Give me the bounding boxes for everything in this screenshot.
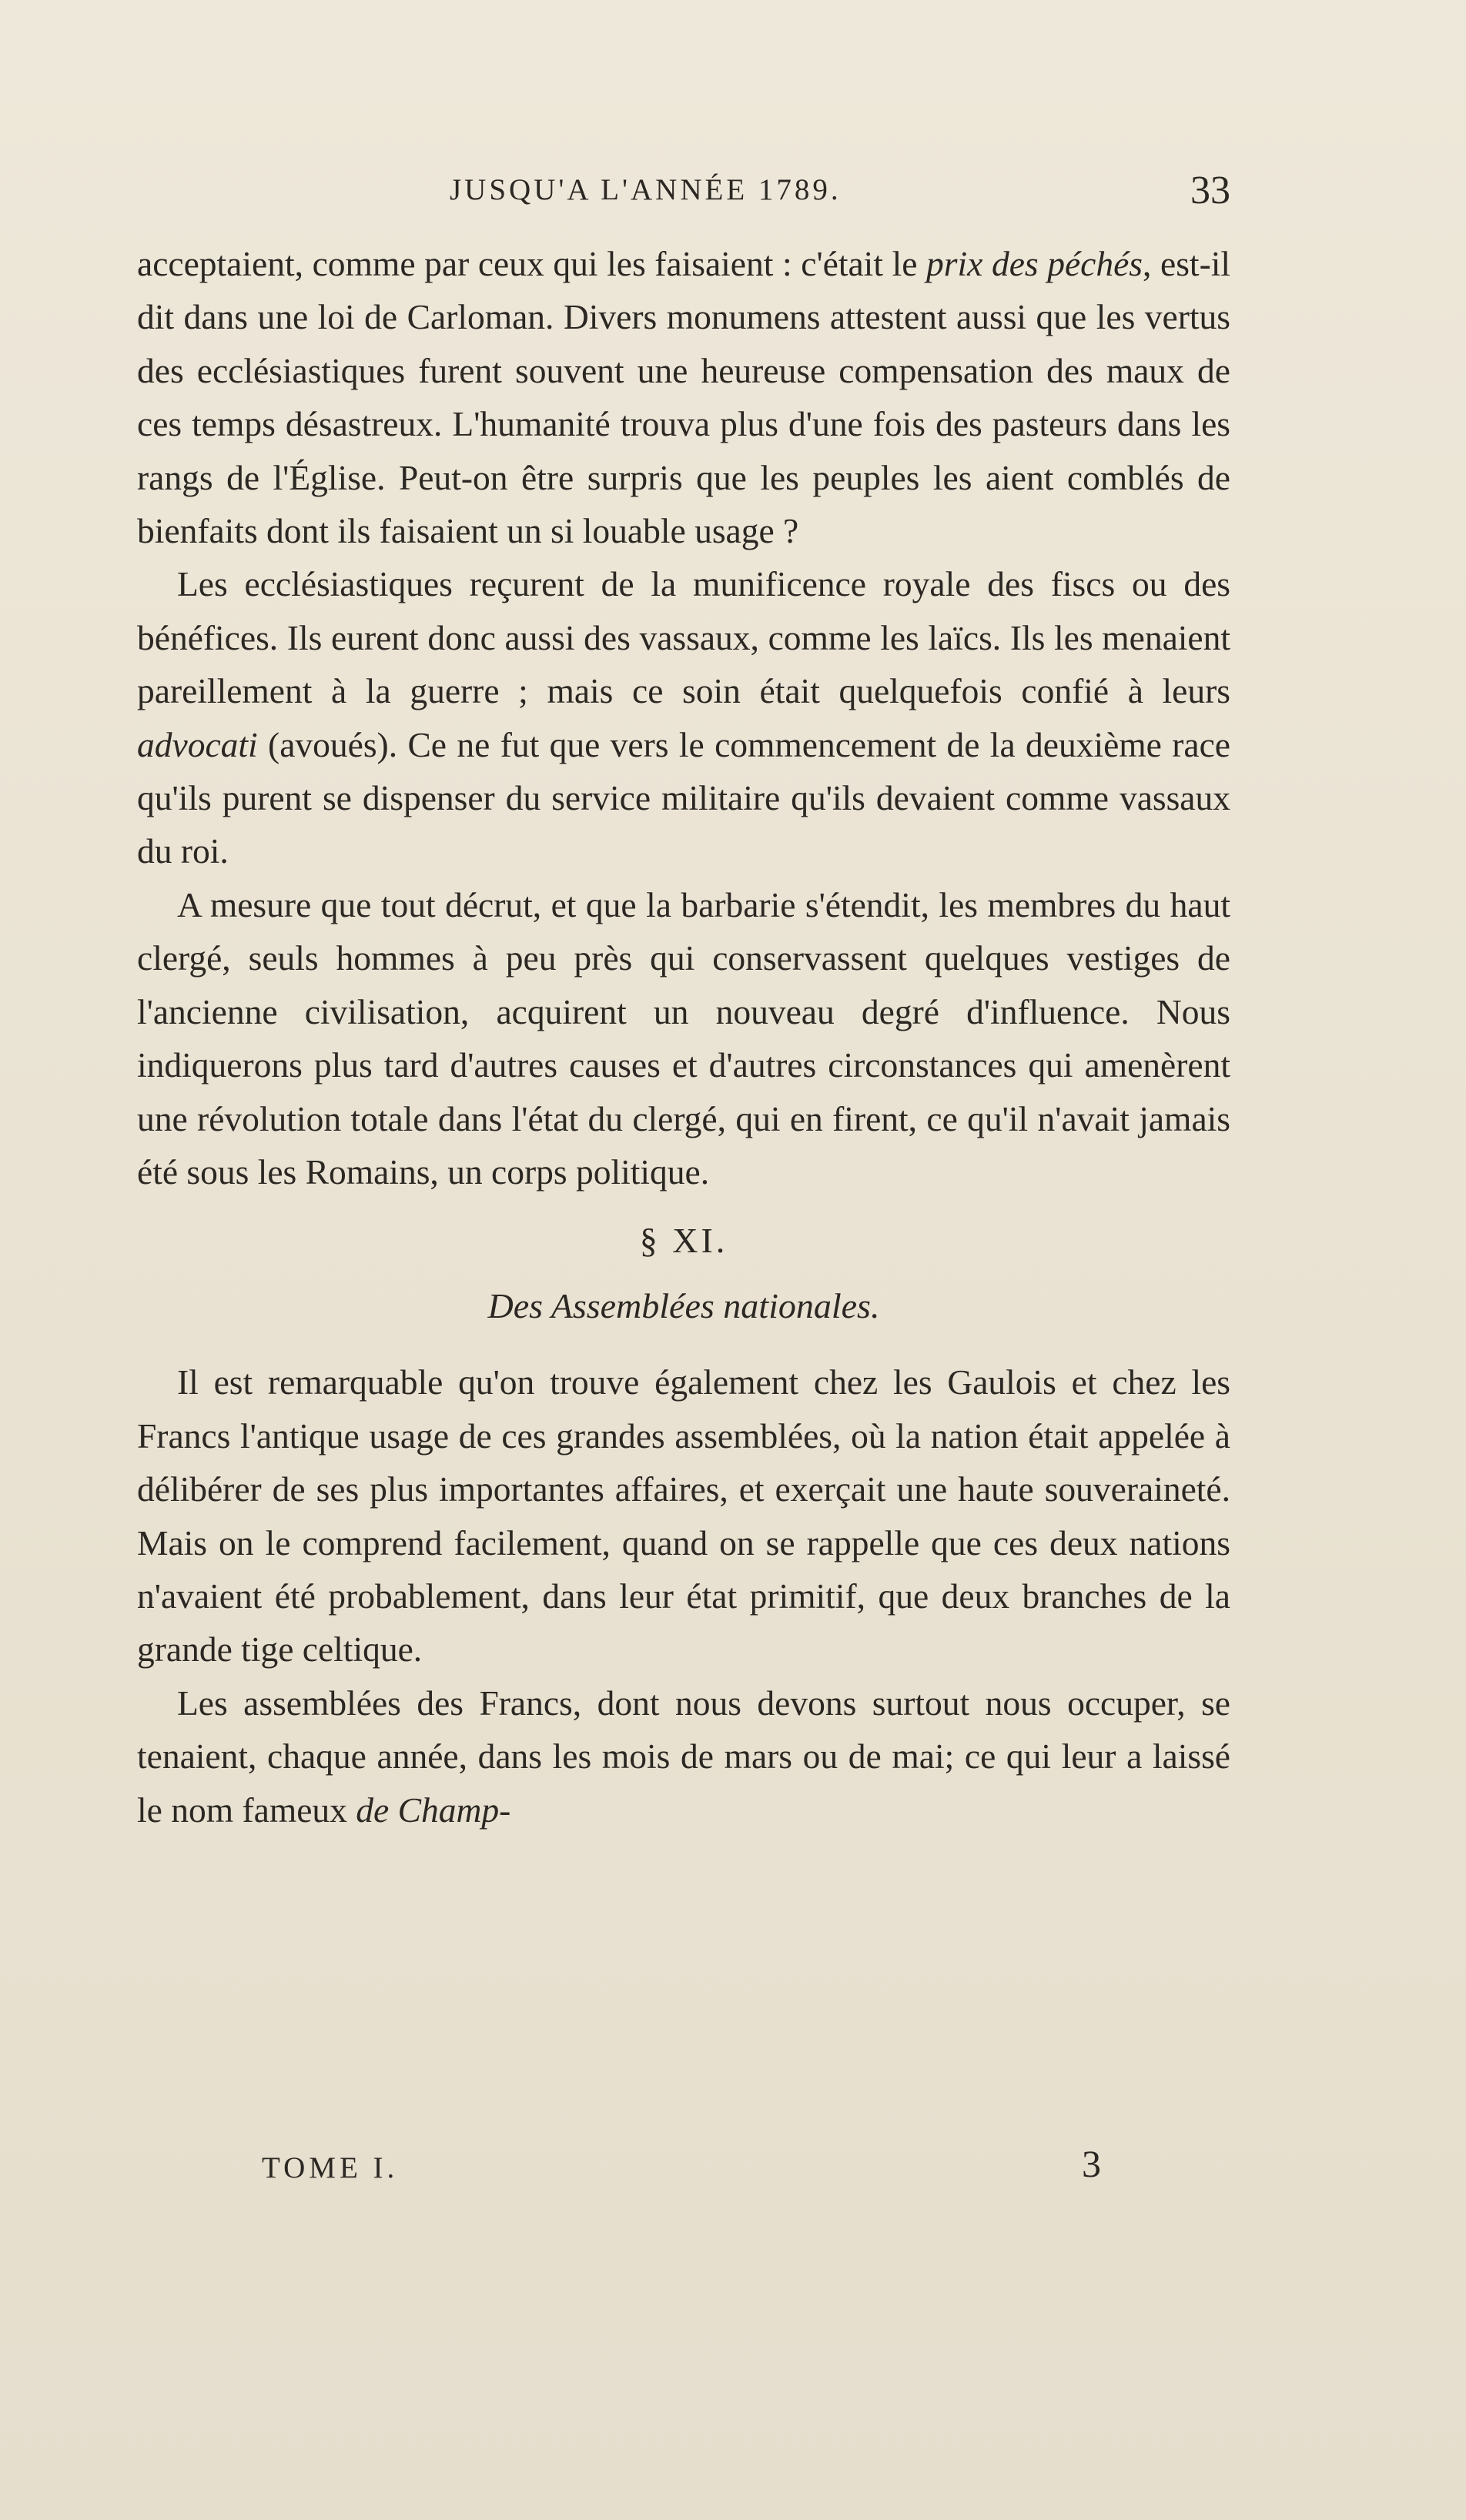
page-footer: [262, 2140, 1101, 2194]
running-head: [137, 168, 1237, 222]
page-number: 33: [1190, 169, 1230, 212]
paragraphs-before-section: [137, 237, 1230, 1198]
paragraph-p1: [137, 237, 1230, 557]
paragraph-p5: [137, 1676, 1230, 1837]
section-title: Des Assemblées nationales.: [487, 1286, 880, 1326]
paragraphs-after-section: [137, 1355, 1230, 1837]
paragraph-p4: [137, 1355, 1230, 1676]
text-run: Les assemblées des Francs, dont nous devons surtout nous occuper, se tenaient, chaque année, dans les mois de mars ou de mai; ce qui leur a laissé le nom fameux: [137, 1683, 1230, 1830]
paragraph-p3: [137, 878, 1230, 1198]
text-run: (avoués). Ce ne fut que vers le commencement de la deuxième race qu'ils purent se dispenser du service militaire qu'ils devaient comme vassaux du roi.: [137, 724, 1230, 871]
section-number: § XI.: [639, 1221, 728, 1261]
text-run: Il est remarquable qu'on trouve également chez les Gaulois et chez les Francs l'antique usage de ces grandes assemblées, où la nation était appelée à délibérer de ses plus importantes affaires, et exerçait une haute souveraineté. Mais on le comprend facilement, quand on se rappelle que ces deux nations n'avaient été probablement, dans leur état primitif, que deux branches de la grande tige celtique.: [137, 1362, 1230, 1669]
signature-number: 3: [1082, 2142, 1101, 2185]
paragraph-p2: [137, 557, 1230, 877]
italic-phrase: de Champ-: [356, 1790, 511, 1830]
text-run: , est-il dit dans une loi de Carloman. Divers monumens attestent aussi que les vertus des ecclésiastiques furent souvent une heureuse compensation des maux de ces temps désastreux. L'humanité trouva plus d'une fois des pasteurs dans les rangs de l'Église. Peut-on être surpris que les peuples les aient comblés de bienfaits dont ils faisaient un si louable usage ?: [137, 244, 1231, 551]
text-run: acceptaient, comme par ceux qui les faisaient : c'était le: [137, 244, 927, 283]
body-text: [137, 237, 1230, 1837]
text-run: A mesure que tout décrut, et que la barbarie s'étendit, les membres du haut clergé, seuls hommes à peu près qui conservassent quelques vestiges de l'ancienne civilisation, acquirent un nouveau degré d'influence. Nous indiquerons plus tard d'autres causes et d'autres circonstances qui amenèrent une révolution totale dans l'état du clergé, qui en firent, ce qu'il n'avait jamais été sous les Romains, un corps politique.: [137, 884, 1230, 1191]
text-run: Les ecclésiastiques reçurent de la munificence royale des fiscs ou des bénéfices. Ils eurent donc aussi des vassaux, comme les laïcs. Ils les menaient pareillement à la guerre ; mais ce soin était quelquefois confié à leurs: [137, 564, 1230, 711]
italic-phrase: advocati: [137, 724, 258, 764]
running-title: JUSQU'A L'ANNÉE 1789.: [450, 173, 842, 206]
signature-label: TOME I.: [262, 2151, 399, 2184]
italic-phrase: prix des péchés: [926, 244, 1143, 283]
